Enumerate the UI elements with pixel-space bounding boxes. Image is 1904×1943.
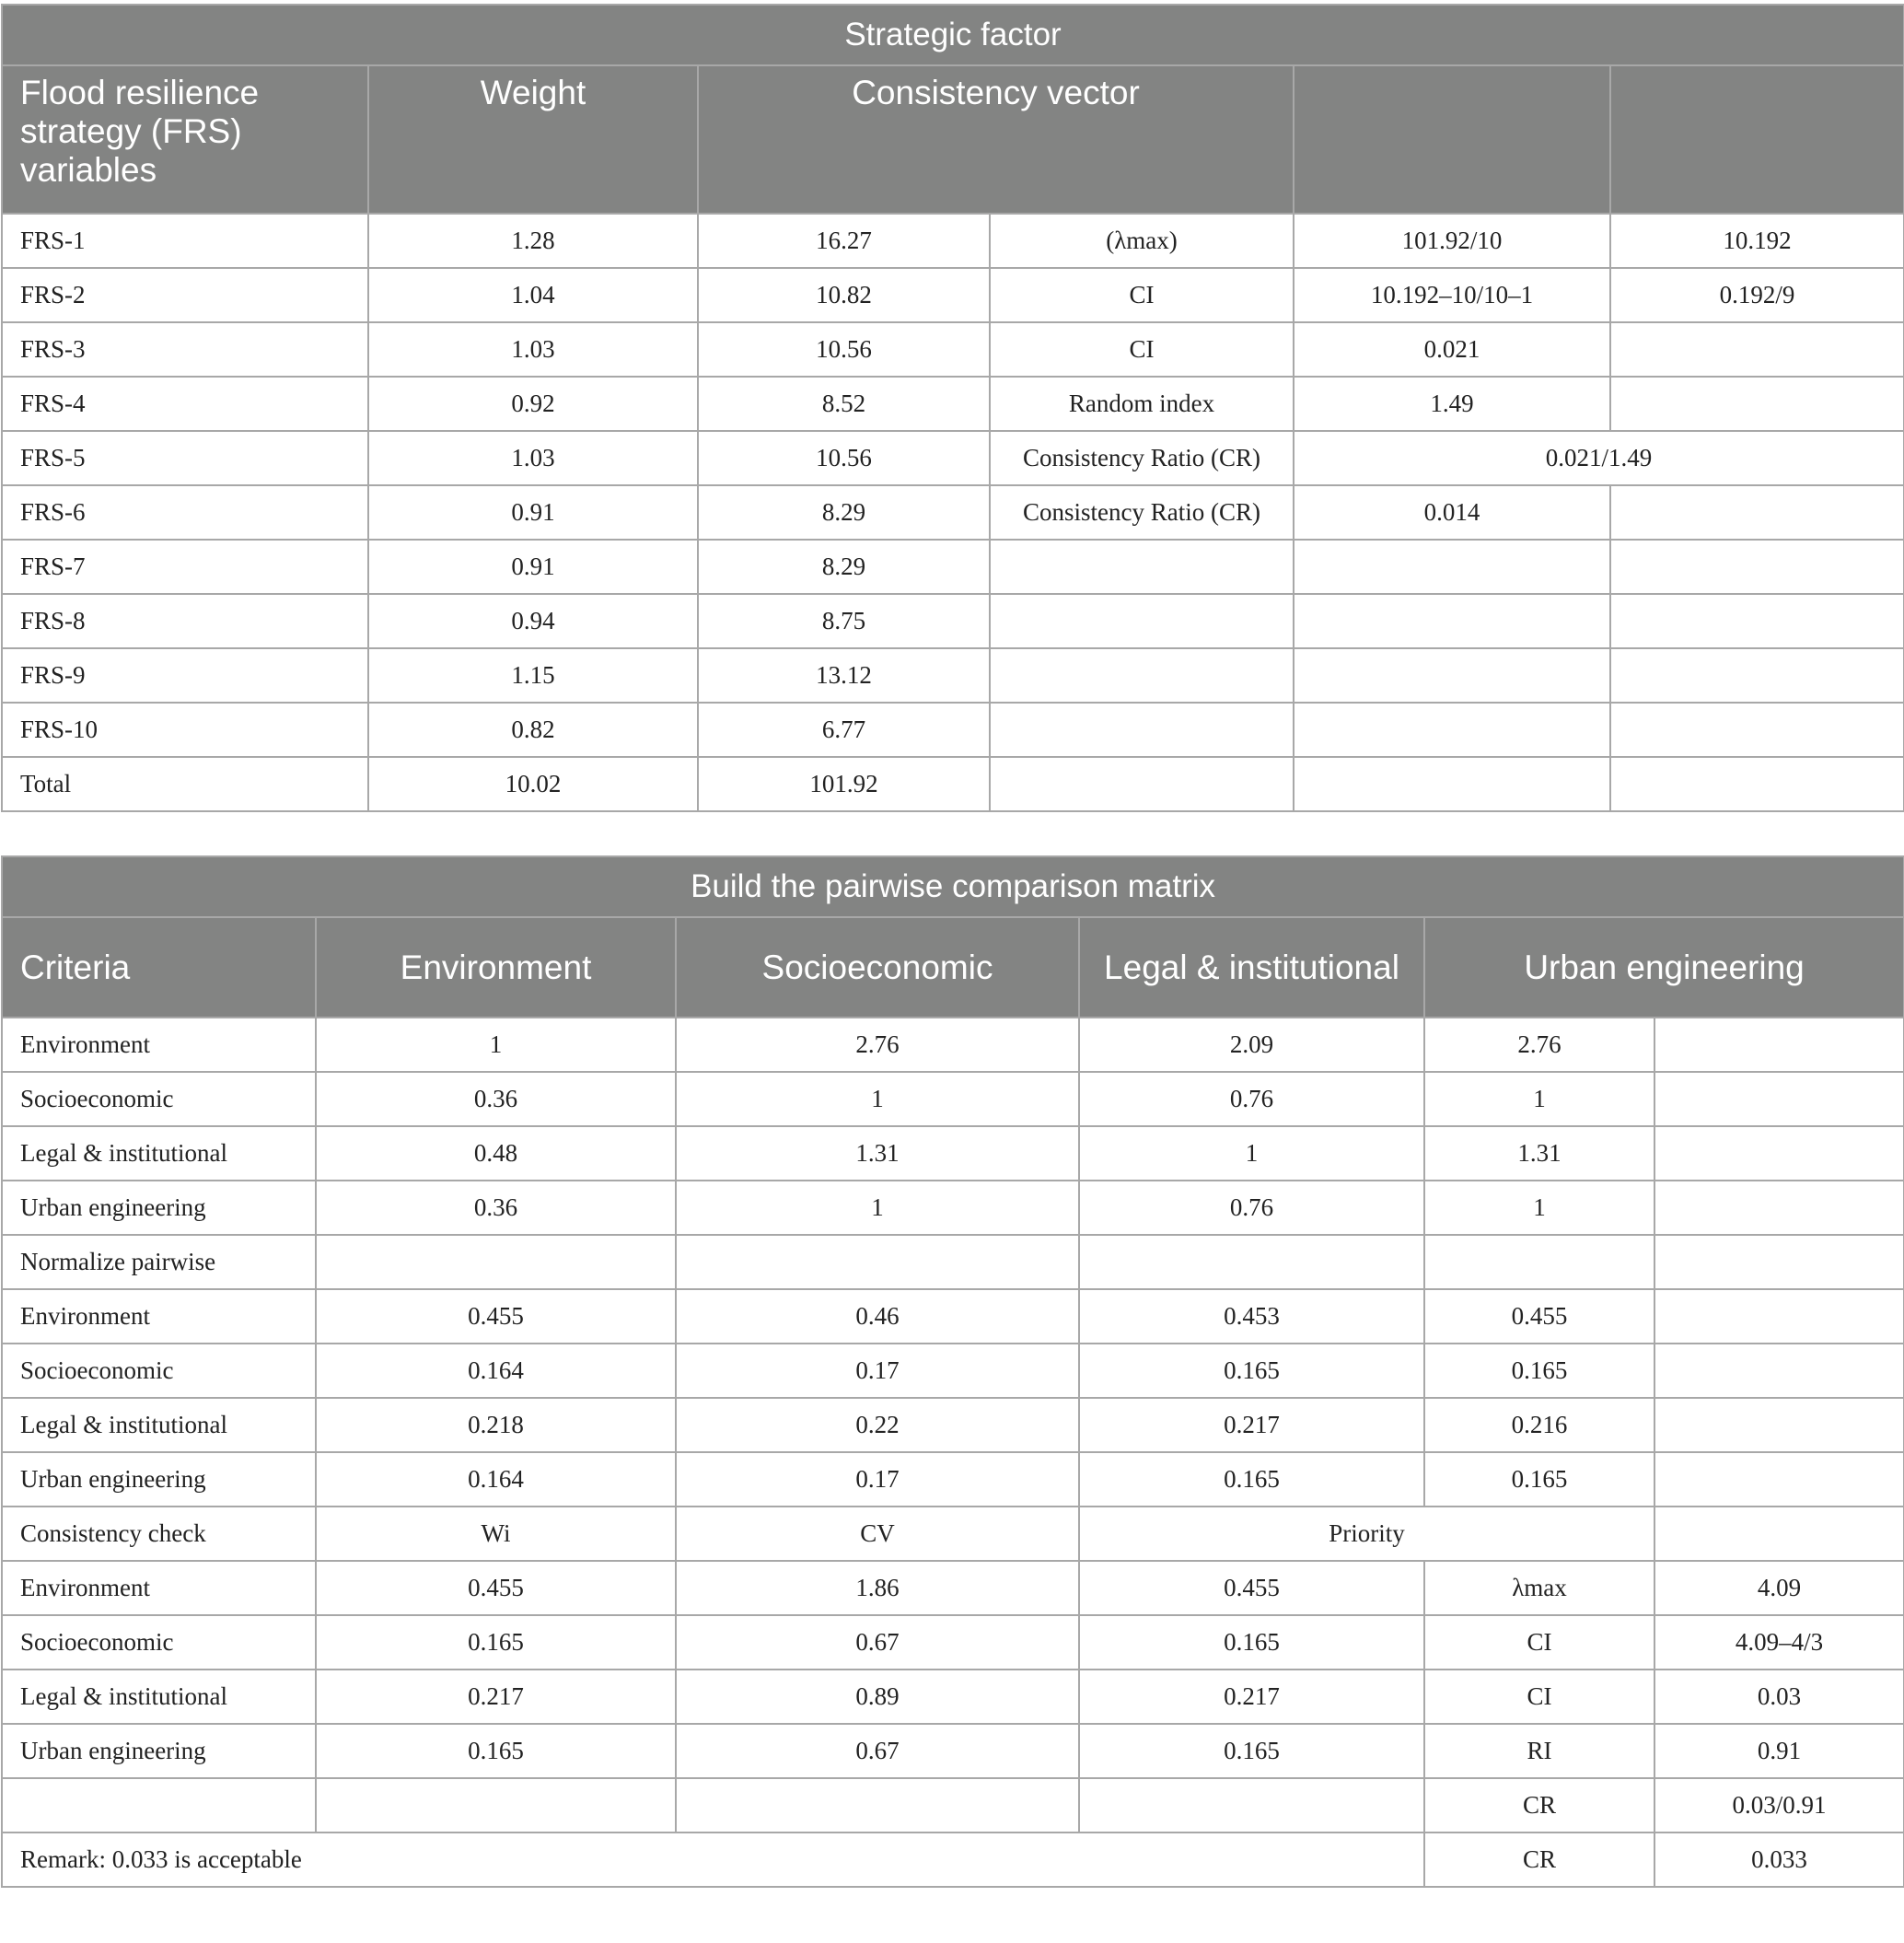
table-cell: [1294, 703, 1610, 757]
table-cell: CI: [1424, 1670, 1654, 1724]
table-cell: [1654, 1452, 1904, 1507]
table-cell: (λmax): [990, 214, 1294, 268]
table-cell: Consistency check: [2, 1507, 316, 1561]
table-cell: 0.46: [676, 1289, 1079, 1344]
table-cell: FRS-10: [2, 703, 368, 757]
table-cell: Total: [2, 757, 368, 811]
table-cell: 0.67: [676, 1615, 1079, 1670]
table-cell: FRS-6: [2, 485, 368, 540]
table-cell: [1654, 1072, 1904, 1126]
table-cell: RI: [1424, 1724, 1654, 1778]
table-cell: FRS-3: [2, 322, 368, 377]
table-cell: 13.12: [698, 648, 990, 703]
table-cell: Urban engineering: [2, 1452, 316, 1507]
table-cell: [1610, 648, 1904, 703]
table-row: [2, 1018, 1904, 1072]
table-cell: Legal & institutional: [2, 1670, 316, 1724]
table-cell: [676, 1778, 1079, 1832]
column-header: [1610, 65, 1904, 214]
table-cell: 8.52: [698, 377, 990, 431]
table-row: [2, 1398, 1904, 1452]
table-cell: 0.91: [368, 485, 698, 540]
table-cell: 0.021/1.49: [1294, 431, 1904, 485]
table-cell: 10.192: [1610, 214, 1904, 268]
table-row: [2, 1778, 1904, 1832]
table-cell: 0.36: [316, 1072, 676, 1126]
table-row: [2, 1289, 1904, 1344]
table-cell: 0.165: [1424, 1344, 1654, 1398]
table-cell: [990, 757, 1294, 811]
table-cell: 0.92: [368, 377, 698, 431]
table-cell: CR: [1424, 1832, 1654, 1887]
table-cell: Environment: [2, 1561, 316, 1615]
column-header: Criteria: [2, 917, 316, 1018]
table-cell: 0.82: [368, 703, 698, 757]
table-cell: [1610, 594, 1904, 648]
table-row: [2, 594, 1904, 648]
table-cell: 0.48: [316, 1126, 676, 1181]
table-cell: [316, 1778, 676, 1832]
table-cell: Priority: [1079, 1507, 1654, 1561]
table-cell: [990, 703, 1294, 757]
pairwise-comparison-table: [1, 855, 1904, 1888]
table-cell: CI: [1424, 1615, 1654, 1670]
table-row: [2, 1507, 1904, 1561]
table-row: [2, 1615, 1904, 1670]
strategic-factor-table: [1, 4, 1904, 812]
table-cell: 0.164: [316, 1452, 676, 1507]
table-title: Strategic factor: [2, 5, 1904, 65]
table-cell: 2.76: [676, 1018, 1079, 1072]
table-cell: 1: [676, 1181, 1079, 1235]
table-cell: 101.92: [698, 757, 990, 811]
table-cell: 10.56: [698, 322, 990, 377]
table-cell: FRS-7: [2, 540, 368, 594]
table-header-row: [2, 65, 1904, 214]
table-cell: 0.217: [1079, 1398, 1424, 1452]
table-cell: 0.17: [676, 1452, 1079, 1507]
table-cell: 10.82: [698, 268, 990, 322]
table-cell: FRS-9: [2, 648, 368, 703]
table-row: [2, 1670, 1904, 1724]
table-cell: 0.22: [676, 1398, 1079, 1452]
table-header-row: [2, 917, 1904, 1018]
table-cell: 0.021: [1294, 322, 1610, 377]
table-cell: 0.36: [316, 1181, 676, 1235]
table-cell: 0.165: [316, 1615, 676, 1670]
table-cell: 0.455: [316, 1289, 676, 1344]
column-header: Flood resilience strategy (FRS) variables: [2, 65, 368, 214]
table-cell: 0.165: [1079, 1452, 1424, 1507]
table-title: Build the pairwise comparison matrix: [2, 856, 1904, 917]
table-cell: [1294, 540, 1610, 594]
table-cell: 0.76: [1079, 1072, 1424, 1126]
table-cell: 0.217: [1079, 1670, 1424, 1724]
table-cell: 0.17: [676, 1344, 1079, 1398]
table-cell: 1.04: [368, 268, 698, 322]
table-cell: [1079, 1778, 1424, 1832]
table-row: [2, 757, 1904, 811]
table-row: [2, 703, 1904, 757]
table-row: [2, 1724, 1904, 1778]
table-cell: [990, 594, 1294, 648]
table-cell: [1654, 1344, 1904, 1398]
table-cell: Socioeconomic: [2, 1072, 316, 1126]
table-row: [2, 1181, 1904, 1235]
table-cell: 0.455: [1079, 1561, 1424, 1615]
table-cell: [1610, 757, 1904, 811]
column-header: Consistency vector: [698, 65, 1294, 214]
table-cell: [1654, 1126, 1904, 1181]
table-cell: 1: [1424, 1072, 1654, 1126]
table-cell: 0.91: [368, 540, 698, 594]
table-cell: 0.165: [1079, 1615, 1424, 1670]
column-header: Urban engineering: [1424, 917, 1904, 1018]
table-cell: 1.15: [368, 648, 698, 703]
table-cell: 0.218: [316, 1398, 676, 1452]
table-cell: Socioeconomic: [2, 1344, 316, 1398]
table-cell: 0.165: [1079, 1724, 1424, 1778]
table-cell: [990, 540, 1294, 594]
table-cell: 1.31: [1424, 1126, 1654, 1181]
table-cell: [1610, 703, 1904, 757]
table-cell: 0.453: [1079, 1289, 1424, 1344]
table-cell: 8.75: [698, 594, 990, 648]
table-cell: 1.86: [676, 1561, 1079, 1615]
table-cell: 4.09–4/3: [1654, 1615, 1904, 1670]
table-cell: [1294, 594, 1610, 648]
table-row: [2, 648, 1904, 703]
table-row: [2, 1344, 1904, 1398]
table-cell: Urban engineering: [2, 1181, 316, 1235]
table-cell: Legal & institutional: [2, 1126, 316, 1181]
table-cell: Socioeconomic: [2, 1615, 316, 1670]
table-cell: [1610, 322, 1904, 377]
table-cell: [1610, 540, 1904, 594]
table-cell: 6.77: [698, 703, 990, 757]
table-cell: [1610, 377, 1904, 431]
column-header: Weight: [368, 65, 698, 214]
table-cell: 1.49: [1294, 377, 1610, 431]
table-cell: Normalize pairwise: [2, 1235, 316, 1289]
table-cell: FRS-1: [2, 214, 368, 268]
table-row: [2, 214, 1904, 268]
table-cell: 0.164: [316, 1344, 676, 1398]
table-cell: Remark: 0.033 is acceptable: [2, 1832, 1424, 1887]
table-cell: 0.033: [1654, 1832, 1904, 1887]
table-cell: 0.165: [1079, 1344, 1424, 1398]
table-cell: 0.192/9: [1610, 268, 1904, 322]
table-cell: 1.28: [368, 214, 698, 268]
table-cell: 1.03: [368, 431, 698, 485]
table-row: [2, 1561, 1904, 1615]
table-cell: [1294, 648, 1610, 703]
table-cell: Legal & institutional: [2, 1398, 316, 1452]
table-cell: [676, 1235, 1079, 1289]
table-cell: 1.31: [676, 1126, 1079, 1181]
table-row: [2, 377, 1904, 431]
table-cell: 0.165: [1424, 1452, 1654, 1507]
table-cell: [1654, 1181, 1904, 1235]
table-cell: [1294, 757, 1610, 811]
table-cell: 0.014: [1294, 485, 1610, 540]
table-cell: FRS-5: [2, 431, 368, 485]
table-cell: [316, 1235, 676, 1289]
table-cell: 1: [676, 1072, 1079, 1126]
table-cell: CV: [676, 1507, 1079, 1561]
table-cell: CI: [990, 268, 1294, 322]
table-cell: 0.217: [316, 1670, 676, 1724]
table-cell: 2.09: [1079, 1018, 1424, 1072]
table-cell: 16.27: [698, 214, 990, 268]
table-row: [2, 268, 1904, 322]
table-cell: λmax: [1424, 1561, 1654, 1615]
table-cell: 8.29: [698, 485, 990, 540]
table-row: [2, 322, 1904, 377]
table-cell: 10.02: [368, 757, 698, 811]
column-header: [1294, 65, 1610, 214]
table-cell: [1424, 1235, 1654, 1289]
table-cell: 1.03: [368, 322, 698, 377]
table-cell: 1: [1424, 1181, 1654, 1235]
table-cell: 101.92/10: [1294, 214, 1610, 268]
table-cell: [1654, 1507, 1904, 1561]
table-row: [2, 1235, 1904, 1289]
table-cell: 10.192–10/10–1: [1294, 268, 1610, 322]
table-cell: Environment: [2, 1289, 316, 1344]
table-row: [2, 485, 1904, 540]
table-cell: Consistency Ratio (CR): [990, 485, 1294, 540]
table-cell: 0.03: [1654, 1670, 1904, 1724]
table-cell: 0.91: [1654, 1724, 1904, 1778]
table-cell: 0.455: [1424, 1289, 1654, 1344]
table-cell: 0.03/0.91: [1654, 1778, 1904, 1832]
table-cell: 4.09: [1654, 1561, 1904, 1615]
column-header: Legal & institutional: [1079, 917, 1424, 1018]
table-cell: 1: [316, 1018, 676, 1072]
table-cell: [1654, 1398, 1904, 1452]
table-cell: [1654, 1235, 1904, 1289]
table-cell: [1654, 1289, 1904, 1344]
table-row: [2, 1452, 1904, 1507]
table-cell: Random index: [990, 377, 1294, 431]
table-cell: Urban engineering: [2, 1724, 316, 1778]
table-cell: FRS-8: [2, 594, 368, 648]
table-cell: [1654, 1018, 1904, 1072]
table-cell: 0.455: [316, 1561, 676, 1615]
table-cell: FRS-2: [2, 268, 368, 322]
table-row: [2, 431, 1904, 485]
table-cell: CR: [1424, 1778, 1654, 1832]
table-cell: FRS-4: [2, 377, 368, 431]
table-cell: 0.216: [1424, 1398, 1654, 1452]
table-cell: 0.165: [316, 1724, 676, 1778]
table-row: [2, 1832, 1904, 1887]
table-cell: 2.76: [1424, 1018, 1654, 1072]
table-cell: 10.56: [698, 431, 990, 485]
table-cell: 0.76: [1079, 1181, 1424, 1235]
table-cell: [1079, 1235, 1424, 1289]
table-cell: 8.29: [698, 540, 990, 594]
table-cell: 0.89: [676, 1670, 1079, 1724]
table-cell: [990, 648, 1294, 703]
table-row: [2, 1072, 1904, 1126]
table-cell: 1: [1079, 1126, 1424, 1181]
table-cell: [1610, 485, 1904, 540]
table-cell: 0.94: [368, 594, 698, 648]
table-row: [2, 1126, 1904, 1181]
table-cell: Environment: [2, 1018, 316, 1072]
table-cell: [2, 1778, 316, 1832]
table-cell: Wi: [316, 1507, 676, 1561]
table-cell: Consistency Ratio (CR): [990, 431, 1294, 485]
table-row: [2, 540, 1904, 594]
column-header: Socioeconomic: [676, 917, 1079, 1018]
table-cell: 0.67: [676, 1724, 1079, 1778]
column-header: Environment: [316, 917, 676, 1018]
table-cell: CI: [990, 322, 1294, 377]
